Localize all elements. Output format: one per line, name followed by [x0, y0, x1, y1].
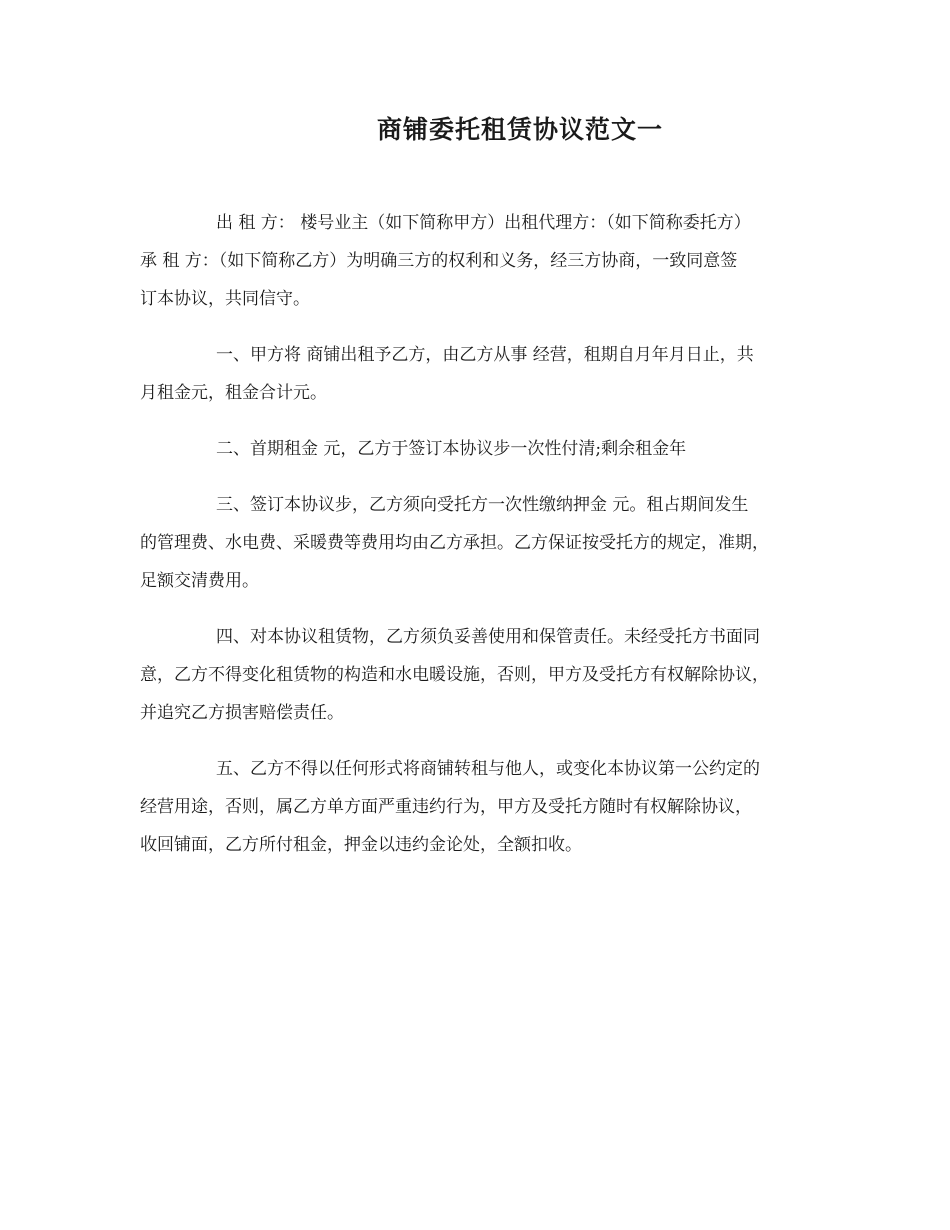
paragraph-line: 足额交清费用。	[140, 571, 259, 591]
document-body	[140, 204, 820, 882]
paragraph-clause-3	[140, 486, 820, 600]
paragraph-line: 经营用途，否则，属乙方单方面严重违约行为，甲方及受托方随时有权解除协议，	[140, 797, 752, 817]
paragraph-line: 订本协议，共同信守。	[140, 289, 310, 309]
paragraph-line: 的管理费、水电费、采暖费等费用均由乙方承担。乙方保证按受托方的规定，准期，	[140, 533, 769, 553]
paragraph-line: 意，乙方不得变化租赁物的构造和水电暖设施，否则，甲方及受托方有权解除协议，	[140, 665, 769, 685]
paragraph-line: 月租金元，租金合计元。	[140, 383, 327, 403]
paragraph-clause-2	[140, 430, 820, 468]
paragraph-line: 收回铺面，乙方所付租金，押金以违约金论处，全额扣收。	[140, 835, 582, 855]
paragraph-clause-5	[140, 750, 820, 864]
paragraph-line: 四、对本协议租赁物，乙方须负妥善使用和保管责任。未经受托方书面同	[216, 627, 760, 647]
paragraph-parties	[140, 204, 820, 318]
paragraph-line: 三、签订本协议步，乙方须向受托方一次性缴纳押金 元。租占期间发生	[216, 495, 749, 515]
paragraph-line: 一、甲方将 商铺出租予乙方，由乙方从事 经营，租期自月年月日止，共	[216, 345, 754, 365]
paragraph-line: 出 租 方： 楼号业主（如下简称甲方）出租代理方：（如下简称委托方）	[216, 213, 751, 233]
paragraph-line: 五、乙方不得以任何形式将商铺转租与他人，或变化本协议第一公约定的	[216, 759, 760, 779]
paragraph-line: 并追究乙方损害赔偿责任。	[140, 703, 344, 723]
paragraph-line: 二、首期租金 元，乙方于签订本协议步一次性付清;剩余租金年	[216, 439, 687, 459]
paragraph-clause-4	[140, 618, 820, 732]
paragraph-clause-1	[140, 336, 820, 412]
document-title: 商铺委托租赁协议范文一	[376, 115, 663, 144]
paragraph-line: 承 租 方：（如下简称乙方）为明确三方的权利和义务，经三方协商，一致同意签	[140, 251, 738, 271]
